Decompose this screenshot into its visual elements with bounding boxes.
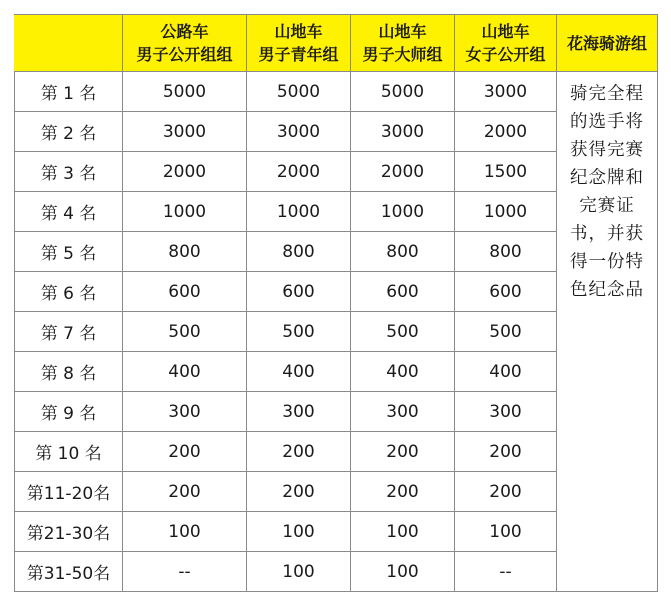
leisure-ride-note: 骑完全程的选手将获得完赛纪念牌和完赛证书，并获得一份特色纪念品 — [557, 72, 658, 592]
prize-cell: 2000 — [247, 152, 351, 192]
rank-cell: 第 2 名 — [15, 112, 123, 152]
prize-cell: 5000 — [247, 72, 351, 112]
header-line-2: 女子公开组 — [465, 45, 546, 64]
header-leisure-ride: 花海骑游组 — [557, 15, 658, 72]
rank-cell: 第11-20名 — [15, 472, 123, 512]
prize-cell: 1500 — [455, 152, 557, 192]
prize-cell: 3000 — [351, 112, 455, 152]
prize-cell: 200 — [123, 472, 247, 512]
header-line-1: 山地车 — [378, 22, 427, 41]
prize-cell: 1000 — [351, 192, 455, 232]
rank-cell: 第 10 名 — [15, 432, 123, 472]
prize-cell: 600 — [455, 272, 557, 312]
prize-cell: 100 — [123, 512, 247, 552]
rank-cell: 第 3 名 — [15, 152, 123, 192]
rank-cell: 第 5 名 — [15, 232, 123, 272]
header-line-1: 山地车 — [481, 22, 530, 41]
prize-cell: 400 — [247, 352, 351, 392]
rank-cell: 第21-30名 — [15, 512, 123, 552]
prize-cell: 800 — [351, 232, 455, 272]
header-row — [15, 15, 658, 72]
prize-cell: 2000 — [123, 152, 247, 192]
prize-cell: 100 — [351, 552, 455, 592]
rank-cell: 第31-50名 — [15, 552, 123, 592]
prize-cell: 200 — [247, 472, 351, 512]
header-road-men-open — [123, 15, 247, 72]
rank-cell: 第 7 名 — [15, 312, 123, 352]
header-line-1: 山地车 — [274, 22, 323, 41]
header-mtb-women-open — [455, 15, 557, 72]
prize-cell: 200 — [455, 432, 557, 472]
prize-cell: 100 — [455, 512, 557, 552]
prize-cell: 600 — [123, 272, 247, 312]
rank-cell: 第 4 名 — [15, 192, 123, 232]
header-line-2: 男子大师组 — [362, 45, 443, 64]
prize-cell: 800 — [123, 232, 247, 272]
prize-cell: 100 — [351, 512, 455, 552]
prize-cell: 800 — [247, 232, 351, 272]
prize-cell: 300 — [351, 392, 455, 432]
prize-cell: 3000 — [455, 72, 557, 112]
prize-cell: 1000 — [247, 192, 351, 232]
prize-cell: 200 — [455, 472, 557, 512]
prize-cell: 400 — [351, 352, 455, 392]
prize-cell: 500 — [123, 312, 247, 352]
prize-cell: 600 — [247, 272, 351, 312]
rank-cell: 第 1 名 — [15, 72, 123, 112]
prize-cell: 800 — [455, 232, 557, 272]
prize-cell: 500 — [455, 312, 557, 352]
prize-cell: -- — [455, 552, 557, 592]
prize-cell: 3000 — [123, 112, 247, 152]
prize-cell: 100 — [247, 512, 351, 552]
prize-cell: 100 — [247, 552, 351, 592]
prize-cell: 2000 — [351, 152, 455, 192]
prize-cell: 200 — [247, 432, 351, 472]
prize-cell: 300 — [123, 392, 247, 432]
prize-cell: 2000 — [455, 112, 557, 152]
rank-cell: 第 9 名 — [15, 392, 123, 432]
prize-table — [14, 14, 658, 592]
prize-cell: -- — [123, 552, 247, 592]
header-mtb-men-master — [351, 15, 455, 72]
prize-cell: 200 — [351, 432, 455, 472]
prize-cell: 500 — [247, 312, 351, 352]
header-line-2: 男子公开组组 — [136, 45, 233, 64]
prize-cell: 400 — [455, 352, 557, 392]
header-corner — [15, 15, 123, 72]
prize-cell: 300 — [247, 392, 351, 432]
prize-cell: 5000 — [123, 72, 247, 112]
prize-cell: 1000 — [455, 192, 557, 232]
prize-cell: 600 — [351, 272, 455, 312]
prize-cell: 300 — [455, 392, 557, 432]
prize-cell: 200 — [123, 432, 247, 472]
table-row — [15, 72, 658, 112]
prize-cell: 1000 — [123, 192, 247, 232]
rank-cell: 第 6 名 — [15, 272, 123, 312]
header-mtb-men-youth — [247, 15, 351, 72]
rank-cell: 第 8 名 — [15, 352, 123, 392]
header-line-2: 男子青年组 — [258, 45, 339, 64]
prize-cell: 500 — [351, 312, 455, 352]
header-line-1: 公路车 — [160, 22, 209, 41]
prize-cell: 400 — [123, 352, 247, 392]
prize-cell: 200 — [351, 472, 455, 512]
prize-cell: 3000 — [247, 112, 351, 152]
prize-cell: 5000 — [351, 72, 455, 112]
